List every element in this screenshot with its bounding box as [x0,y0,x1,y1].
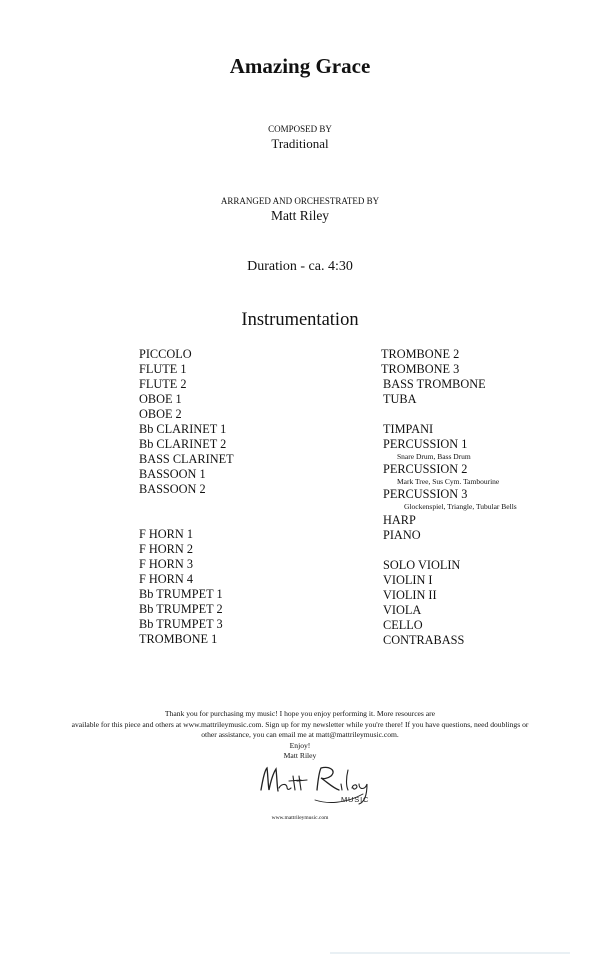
instrument-item: Bb TRUMPET 3 [139,617,223,631]
page-title: Amazing Grace [229,54,371,78]
instrument-item: F HORN 2 [139,542,193,556]
composer-name: Traditional [271,136,329,151]
instrument-item: TROMBONE 2 [381,347,460,361]
footer-note [0,709,600,762]
instrument-item: BASS CLARINET [139,452,234,466]
instrument-item: PERCUSSION 1 [383,437,468,451]
signature-music-text: MUSIC [341,795,370,804]
percussion-note: Snare Drum, Bass Drum [397,452,471,461]
footer-line: Thank you for purchasing my music! I hope you enjoy performing it. More resources are [164,709,436,718]
instrument-item: TUBA [383,392,417,406]
instrument-item: F HORN 1 [139,527,193,541]
instrument-item: VIOLIN II [383,588,437,602]
instrument-item: HARP [383,513,416,527]
composed-by-label: COMPOSED BY [268,124,332,134]
instrument-item: F HORN 4 [139,572,193,586]
instrument-item: OBOE 1 [139,392,182,406]
instrument-item: CELLO [383,618,423,632]
instrument-item: PERCUSSION 3 [383,487,468,501]
footer-line: available for this piece and others at www.mattrileymusic.com. Sign up for my newsletter while you're there! If you have questions, need doublings or [71,719,529,729]
footer-line: other assistance, you can email me at matt@mattrileymusic.com. [201,730,399,739]
instrument-item: Bb CLARINET 2 [139,437,227,451]
instrument-item: FLUTE 1 [139,362,187,376]
instrument-item: TROMBONE 1 [139,632,218,646]
instrument-item: VIOLIN I [383,573,433,587]
instrument-item: OBOE 2 [139,407,182,421]
percussion-note: Mark Tree, Sus Cym. Tambourine [397,477,500,486]
arranger-name: Matt Riley [270,208,330,223]
instrument-item: FLUTE 2 [139,377,187,391]
website-text: www.mattrileymusic.com [271,815,329,821]
instrument-item: TIMPANI [383,422,434,436]
bottom-divider [330,952,570,954]
instrument-item: PICCOLO [139,347,192,361]
percussion-note: Glockenspiel, Triangle, Tubular Bells [404,502,517,511]
instrument-item: SOLO VIOLIN [383,558,461,572]
instrument-item: PIANO [383,528,421,542]
instrument-item: F HORN 3 [139,557,193,571]
instrument-item: CONTRABASS [383,633,465,647]
instrument-item: Bb CLARINET 1 [139,422,227,436]
instrument-item: BASS TROMBONE [383,377,486,391]
instrument-item: VIOLA [383,603,422,617]
footer-line: Matt Riley [283,751,317,760]
duration-text: Duration - ca. 4:30 [247,259,353,274]
signature-logo [255,760,375,810]
instrument-item: TROMBONE 3 [381,362,460,376]
instrument-item: Bb TRUMPET 2 [139,602,223,616]
instrument-item: BASSOON 1 [139,467,206,481]
instrument-item: BASSOON 2 [139,482,206,496]
footer-line: Enjoy! [289,740,311,750]
signature-name: Matt Riley [307,789,312,790]
instrument-item: Bb TRUMPET 1 [139,587,223,601]
instrument-item: PERCUSSION 2 [383,462,468,476]
instrumentation-heading: Instrumentation [241,310,359,330]
arranged-by-label: ARRANGED AND ORCHESTRATED BY [220,196,380,206]
